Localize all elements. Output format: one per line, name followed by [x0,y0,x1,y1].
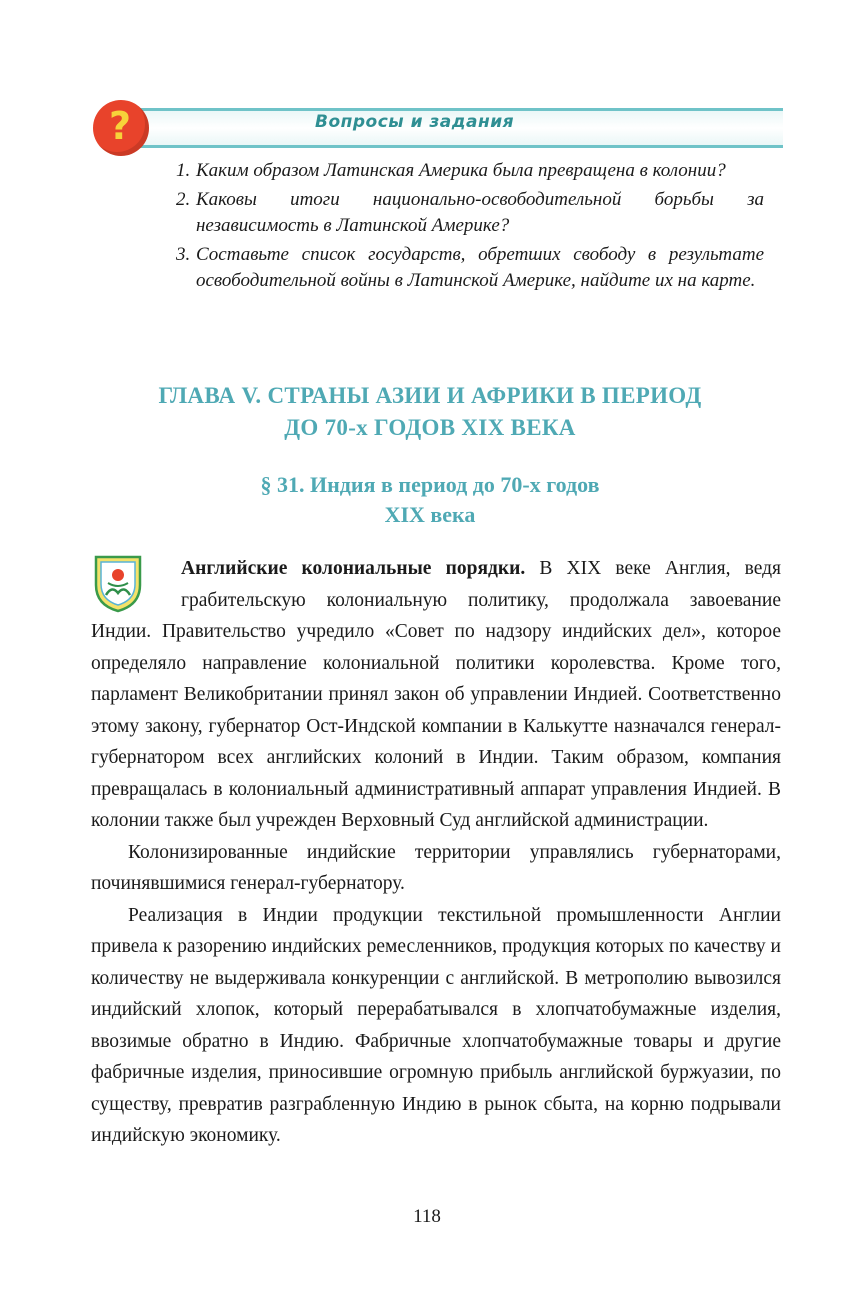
questions-title: Вопросы и задания [315,112,515,132]
question-item: 3. Составьте список государств, обретших свободу в результате освободительной войны в Латинской Америке, найдите их на карте. [176,243,764,291]
chapter-title: ГЛАВА V. СТРАНЫ АЗИИ И АФРИКИ В ПЕРИОД ДО 70-х ГОДОВ XIX ВЕКА [158,383,702,440]
question-mark-icon: ? [93,100,149,156]
paragraph: Английские колониальные порядки. В XIX веке Англия, ведя грабительскую колониальную политику, продолжала завоевание Индии. Правительство учредило «Совет по надзору индийских дел», которое определяло направление колониальной политики королевства. Кроме того, парламент Великобритании принял закон об управлении Индией. Соответственно этому закону, губернатор Ост-Индской компании в Калькутте назначался генерал-губернатором всех английских колоний в Индии. Таким образом, компания превращалась в колониальный административный аппарат управления Индией. В колонии также был учрежден Верховный Суд английской администрации. [91,558,782,831]
paragraph: Колонизированные индийские территории управлялись губернаторами, починявшимися генерал-губернатору. [91,841,781,894]
questions-header [93,96,783,156]
body-text [91,553,781,1152]
section-title: § 31. Индия в период до 70-х годов XIX века [260,472,600,527]
subheading: Английские колониальные порядки. [181,558,526,579]
questions-list [176,158,764,297]
question-item: 1. Каким образом Латинская Америка была превращена в колонии? [176,160,726,181]
question-item: 2. Каковы итоги национально-освободительной борьбы за независимость в Латинской Америке? [176,188,764,236]
page-number: 118 [413,1206,441,1227]
paragraph: Реализация в Индии продукции текстильной промышленности Англии привела к разорению индийских ремесленников, продукция которых по качеству и количеству не выдерживала конкуренции с английской. В метрополию вывозился индийский хлопок, который перерабатывался в хлопчатобумажные изделия, ввозимые обратно в Индию. Фабричные хлопчатобумажные товары и другие фабричные изделия, приносившие огромную прибыль английской буржуазии, по существу, превратив разграбленную Индию в рынок сбыта, на корню подрывали индийскую экономику. [91,904,781,1146]
